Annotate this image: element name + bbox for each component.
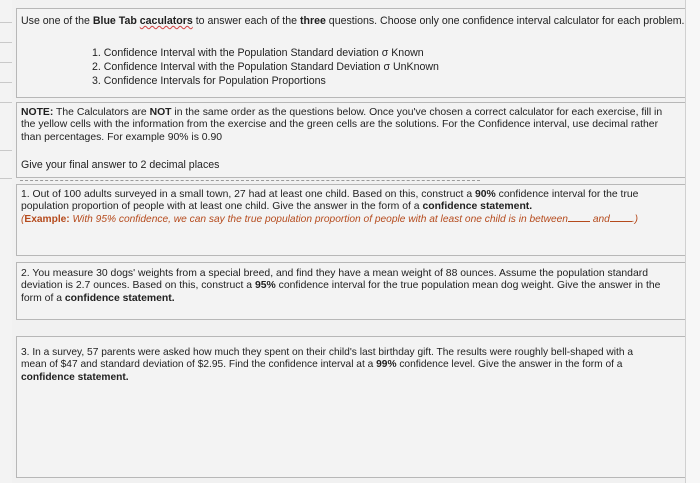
row-divider (0, 82, 12, 83)
q1-bold-statement: confidence statement. (422, 201, 533, 213)
q2-part1: 2. You measure 30 dogs' weights from a special breed, and find they have a mean weight of 88 ounces. Assume the population standard deviation is 2.7 ounces. Based on this, construct a (21, 268, 648, 292)
question-1-box (16, 184, 686, 256)
three-label: three (299, 15, 326, 27)
question-3-text (21, 347, 661, 384)
calculator-item-3: 3. Confidence Intervals for Population Proportions (92, 75, 326, 87)
q3-bold-percent: 99% (376, 359, 397, 371)
answer-blank-1 (568, 221, 590, 222)
row-divider (0, 178, 12, 179)
question-3-box (16, 336, 686, 478)
question-1-text (21, 189, 661, 214)
q2-bold-percent: 95% (254, 280, 276, 292)
note-part1: The Calculators are (53, 107, 150, 118)
q1-part1: 1. Out of 100 adults surveyed in a small town, 27 had at least one child. Based on this, construct a (21, 189, 475, 200)
row-divider (0, 62, 12, 63)
q2-part2: confidence interval for the true population mean dog weight. Give the answer in the form of a (21, 280, 661, 304)
instructions-box (16, 8, 686, 98)
example-and: and (589, 214, 610, 225)
example-label: Example: (24, 214, 70, 225)
note-label: NOTE: (21, 107, 54, 118)
row-divider (0, 22, 12, 23)
worksheet (12, 0, 686, 483)
instructions-suffix: questions. Choose only one confidence interval calculator for each problem. (325, 15, 685, 27)
row-divider (0, 42, 12, 43)
note-text (21, 107, 671, 144)
note-box (16, 102, 686, 178)
question-2-text (21, 268, 661, 305)
calculator-item-2: 2. Confidence Interval with the Population Standard Deviation σ UnKnown (92, 61, 439, 73)
final-answer-text: Give your final answer to 2 decimal places (21, 159, 220, 171)
instructions-prefix: Use one of the (21, 15, 93, 27)
vertical-scrollbar[interactable] (685, 0, 700, 483)
question-1-example: (Example: With 95% confidence, we can say the true population proportion of people with at least one child is in between and .) (21, 214, 639, 225)
q1-part2: confidence interval for the true population proportion of people with at least one child. Give the answer in the form of a (21, 189, 639, 213)
q3-bold-statement: confidence statement. (21, 371, 129, 383)
row-divider (0, 150, 12, 151)
note-not: NOT (149, 107, 172, 118)
note-part2: in the same order as the questions below. Once you've chosen a correct calculator for each exercise, fill in the yellow cells with the information from the exercise and the green cells are the solutions. For the Confidence interval, use decimal rather than percentages. For example 90% is 0.90 (21, 107, 663, 143)
row-divider (0, 102, 12, 103)
dashed-divider (20, 180, 480, 181)
q1-bold-percent: 90% (475, 189, 496, 200)
answer-blank-2 (610, 221, 632, 222)
question-2-box (16, 262, 686, 320)
q3-part2: confidence level. Give the answer in the form of a (396, 359, 623, 371)
calculators-word: caculators (139, 15, 193, 27)
blue-tab-label: Blue Tab (92, 15, 137, 27)
example-end: .) (631, 214, 639, 225)
q2-bold-statement: confidence statement. (64, 292, 175, 304)
instructions-text (21, 15, 685, 28)
q3-part1: 3. In a survey, 57 parents were asked how much they spent on their child's last birthday gift. The results were roughly bell-shaped with a mean of $47 and standard deviation of $2.95. Find the confidence interval at a (21, 347, 634, 371)
calculator-item-1: 1. Confidence Interval with the Population Standard deviation σ Known (92, 47, 424, 59)
instructions-middle: to answer each of the (192, 15, 300, 27)
example-text: With 95% confidence, we can say the true population proportion of people with at least one child is in between (69, 214, 568, 225)
